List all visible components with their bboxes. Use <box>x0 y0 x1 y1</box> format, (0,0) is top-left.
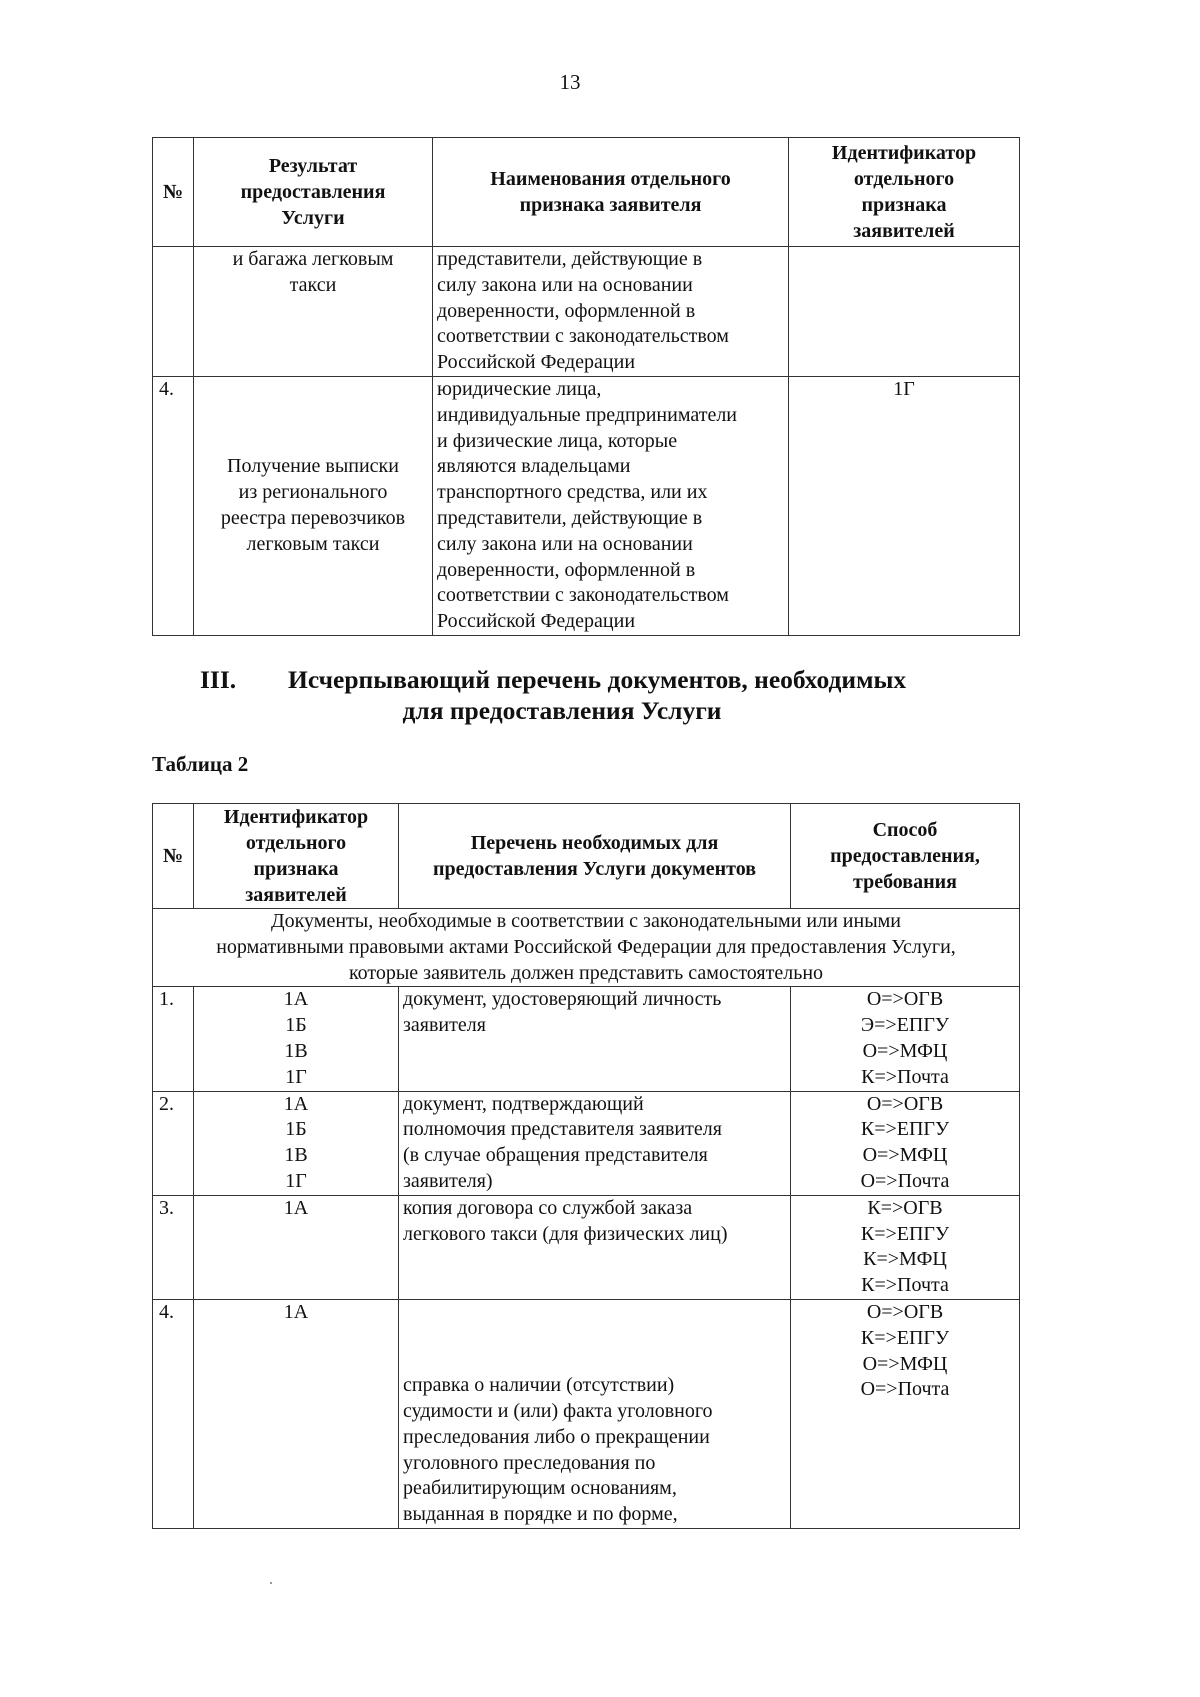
applicant-features-table <box>152 137 1020 636</box>
table-row <box>153 987 1020 1091</box>
section-title-line2: для предоставления Услуги <box>402 696 722 725</box>
row-num: 4. <box>153 376 194 635</box>
table-row <box>153 1299 1020 1528</box>
row-num: 1. <box>153 987 194 1091</box>
row-document: копия договора со службой заказа легкового такси (для физических лиц) <box>399 1195 791 1299</box>
row-identifier <box>789 247 1020 377</box>
row-num: 4. <box>153 1299 194 1528</box>
row-document: документ, подтверждающий полномочия представителя заявителя (в случае обращения представителя заявителя) <box>399 1091 791 1195</box>
header-num: № <box>153 138 194 247</box>
header-identifier: Идентификатор отдельного признака заявителей <box>789 138 1020 247</box>
row-identifiers: 1А 1Б 1В 1Г <box>194 1091 399 1195</box>
header-method: Способ предоставления, требования <box>791 804 1020 909</box>
row-identifier: 1Г <box>789 376 1020 635</box>
row-methods: О=>ОГВ Э=>ЕПГУ О=>МФЦ К=>Почта <box>791 987 1020 1091</box>
row-num: 3. <box>153 1195 194 1299</box>
section-number: III. <box>200 665 237 694</box>
row-result: и багажа легковым такси <box>194 247 433 377</box>
table-header-row <box>153 804 1020 909</box>
row-num <box>153 247 194 377</box>
row-methods: О=>ОГВ К=>ЕПГУ О=>МФЦ О=>Почта <box>791 1091 1020 1195</box>
table-header-row <box>153 138 1020 247</box>
header-feature-name: Наименования отдельного признака заявителя <box>433 138 789 247</box>
table-row <box>153 1091 1020 1195</box>
section-title-line1: Исчерпывающий перечень документов, необходимых <box>288 665 907 694</box>
table-row <box>153 376 1020 635</box>
row-feature-name: представители, действующие в силу закона или на основании доверенности, оформленной в соответствии с законодательством Российской Федерации <box>433 247 789 377</box>
header-identifier: Идентификатор отдельного признака заявителей <box>194 804 399 909</box>
table-row <box>153 1195 1020 1299</box>
row-num: 2. <box>153 1091 194 1195</box>
page-number: 13 <box>559 70 581 94</box>
header-result: Результат предоставления Услуги <box>194 138 433 247</box>
row-methods: К=>ОГВ К=>ЕПГУ К=>МФЦ К=>Почта <box>791 1195 1020 1299</box>
row-document: справка о наличии (отсутствии) судимости и (или) факта уголовного преследования либо о прекращении уголовного преследования по реабилитирующим основаниям, выданная в порядке и по форме, <box>399 1299 791 1528</box>
row-result: Получение выписки из регионального реестра перевозчиков легковым такси <box>194 376 433 635</box>
table-section-row <box>153 909 1020 987</box>
table-caption: Таблица 2 <box>152 752 249 776</box>
header-documents: Перечень необходимых для предоставления Услуги документов <box>399 804 791 909</box>
scan-artifact <box>270 1582 272 1584</box>
row-identifiers: 1А <box>194 1299 399 1528</box>
row-methods: О=>ОГВ К=>ЕПГУ О=>МФЦ О=>Почта <box>791 1299 1020 1528</box>
header-num: № <box>153 804 194 909</box>
section-row-text: Документы, необходимые в соответствии с законодательными или иными нормативными правовыми актами Российской Федерации для предоставления Услуги, которые заявитель должен представить самостоятельно <box>153 909 1020 987</box>
row-identifiers: 1А <box>194 1195 399 1299</box>
table-row <box>153 247 1020 377</box>
row-feature-name: юридические лица, индивидуальные предприниматели и физические лица, которые являются владельцами транспортного средства, или их представители, действующие в силу закона или на основании доверенности, оформленной в соответствии с законодательством Российской Федерации <box>433 376 789 635</box>
row-identifiers: 1А 1Б 1В 1Г <box>194 987 399 1091</box>
required-documents-table <box>152 803 1020 1529</box>
row-document: документ, удостоверяющий личность заявителя <box>399 987 791 1091</box>
